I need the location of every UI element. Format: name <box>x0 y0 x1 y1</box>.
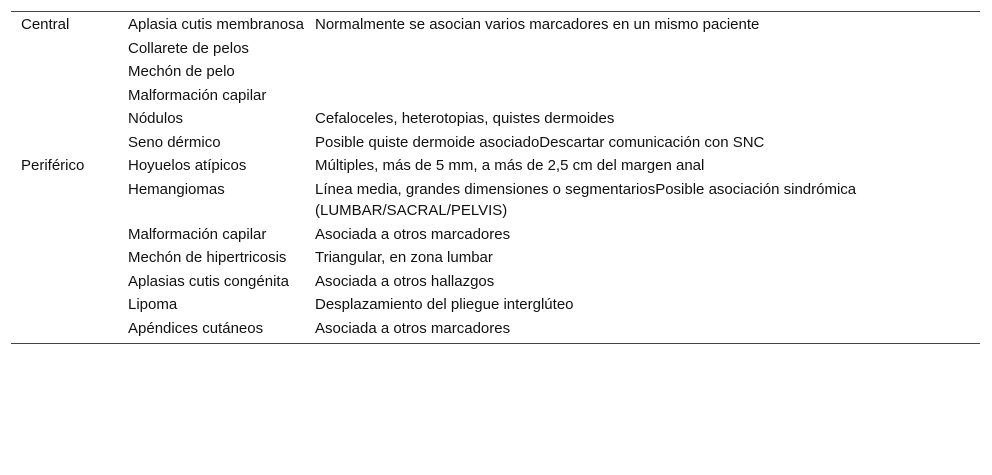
note-cell <box>305 60 980 84</box>
group-cell: Central <box>21 16 70 33</box>
marker-cell: Aplasia cutis membranosa <box>128 16 304 33</box>
table-row <box>11 107 980 131</box>
group-cell <box>11 60 118 84</box>
group-cell <box>11 293 118 317</box>
note-cell: Línea media, grandes dimensiones o segmentariosPosible asociación sindrómica (LUMBAR/SACRAL/PELVIS) <box>315 180 857 219</box>
table-row <box>11 84 980 108</box>
table-row <box>11 178 980 223</box>
table-row <box>11 37 980 61</box>
marker-cell: Collarete de pelos <box>128 39 249 57</box>
table-row <box>11 223 980 247</box>
group-cell <box>11 178 118 223</box>
markers-table-container <box>11 11 980 344</box>
markers-table <box>11 11 980 344</box>
table-row <box>11 60 980 84</box>
note-cell: Asociada a otros marcadores <box>315 319 511 337</box>
note-cell: Normalmente se asocian varios marcadores en un mismo paciente <box>315 16 760 33</box>
table-row <box>11 12 980 37</box>
marker-cell: Hemangiomas <box>128 180 225 198</box>
marker-cell: Mechón de pelo <box>128 63 235 80</box>
note-cell <box>305 84 980 108</box>
marker-cell: Seno dérmico <box>128 133 221 151</box>
marker-cell: Mechón de hipertricosis <box>128 249 287 266</box>
marker-cell: Apéndices cutáneos <box>128 319 264 337</box>
note-cell <box>305 37 980 61</box>
group-cell <box>11 270 118 294</box>
marker-cell: Lipoma <box>128 296 178 313</box>
group-cell <box>11 37 118 61</box>
table-row <box>11 317 980 344</box>
group-cell <box>11 131 118 155</box>
group-cell <box>11 223 118 247</box>
note-cell: Posible quiste dermoide asociadoDescartar comunicación con SNC <box>315 133 765 151</box>
table-row <box>11 131 980 155</box>
group-cell <box>11 246 118 270</box>
table-row <box>11 246 980 270</box>
note-cell: Múltiples, más de 5 mm, a más de 2,5 cm del margen anal <box>315 157 705 174</box>
note-cell: Triangular, en zona lumbar <box>315 249 493 266</box>
group-cell <box>11 84 118 108</box>
marker-cell: Nódulos <box>128 110 184 127</box>
marker-cell: Malformación capilar <box>128 86 267 104</box>
table-row <box>11 154 980 178</box>
note-cell: Desplazamiento del pliegue interglúteo <box>315 296 574 313</box>
table-row <box>11 293 980 317</box>
group-cell <box>11 107 118 131</box>
note-cell: Asociada a otros hallazgos <box>315 272 495 290</box>
table-row <box>11 270 980 294</box>
group-cell <box>11 317 118 344</box>
note-cell: Cefaloceles, heterotopias, quistes dermoides <box>315 110 615 127</box>
note-cell: Asociada a otros marcadores <box>315 225 511 243</box>
marker-cell: Malformación capilar <box>128 225 267 243</box>
marker-cell: Hoyuelos atípicos <box>128 157 247 174</box>
group-cell: Periférico <box>21 157 85 174</box>
marker-cell: Aplasias cutis congénita <box>128 272 289 290</box>
